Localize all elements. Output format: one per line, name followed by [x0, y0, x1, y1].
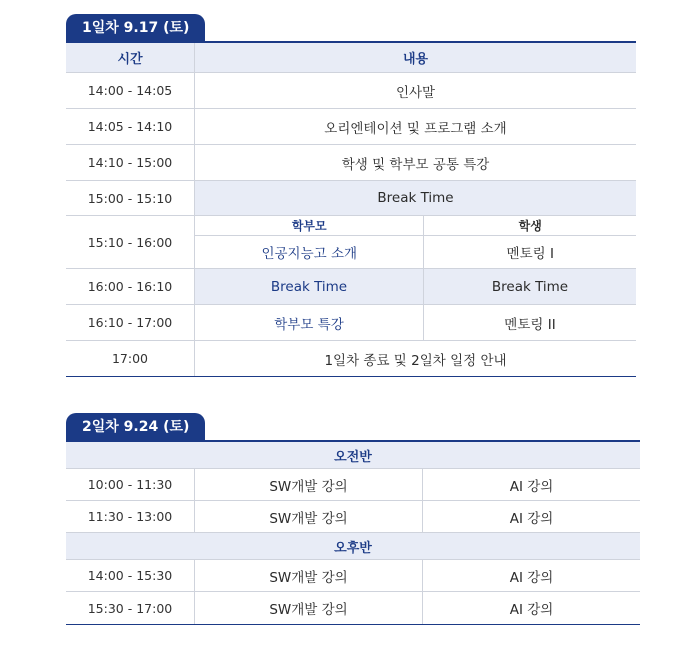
table-row: [66, 216, 636, 269]
time-cell: 15:10 - 16:00: [87, 234, 173, 250]
sw-lecture-cell: SW개발 강의: [194, 469, 422, 500]
split-content-row: [195, 236, 636, 268]
day2-schedule-table: [66, 440, 640, 625]
student-break-cell: Break Time: [423, 269, 636, 304]
split-subheader-row: [195, 216, 636, 236]
table-row: [66, 181, 636, 216]
table-row: [66, 469, 640, 501]
table-row: [66, 501, 640, 533]
ai-lecture-cell: AI 강의: [422, 469, 640, 500]
time-cell: 14:00 - 15:30: [87, 568, 173, 583]
morning-header: 오전반: [66, 442, 640, 468]
time-cell: 10:00 - 11:30: [87, 477, 173, 492]
parent-subheader: 학부모: [291, 219, 327, 233]
time-cell: 15:00 - 15:10: [87, 190, 173, 206]
time-cell: 11:30 - 13:00: [87, 509, 173, 524]
student-subheader: 학생: [423, 216, 636, 235]
day1-tab: [66, 14, 205, 42]
time-cell: 16:10 - 17:00: [87, 315, 173, 330]
day2-tab: [66, 413, 205, 441]
morning-header-row: [66, 442, 640, 469]
table-row: [66, 269, 636, 305]
content-cell: 1일차 종료 및 2일차 일정 안내: [194, 341, 636, 376]
content-column-header: 내용: [194, 43, 636, 72]
content-cell: 오리엔테이션 및 프로그램 소개: [194, 109, 636, 144]
table-row: [66, 109, 636, 145]
content-cell: 학생 및 학부모 공통 특강: [194, 145, 636, 180]
break-time-cell: Break Time: [194, 181, 636, 215]
table-row: [66, 592, 640, 624]
ai-lecture-cell: AI 강의: [422, 501, 640, 532]
sw-lecture-cell: SW개발 강의: [194, 592, 422, 624]
sw-lecture-cell: SW개발 강의: [194, 560, 422, 591]
sw-lecture-cell: SW개발 강의: [194, 501, 422, 532]
time-cell: 15:30 - 17:00: [87, 600, 173, 616]
table-row: [66, 341, 636, 376]
table-row: [66, 73, 636, 109]
split-content: [194, 216, 636, 268]
time-cell: 17:00: [111, 351, 149, 366]
content-cell: 인사말: [194, 73, 636, 108]
table-row: [66, 560, 640, 592]
time-cell: 14:10 - 15:00: [87, 155, 173, 170]
day2-tab-label: 2일차 9.24 (토): [82, 419, 190, 435]
ai-lecture-cell: AI 강의: [422, 592, 640, 624]
student-cell: 멘토링 II: [423, 305, 636, 340]
table-row: [66, 145, 636, 181]
parent-cell: 학부모 특강: [194, 305, 423, 340]
time-cell: 14:05 - 14:10: [87, 119, 173, 134]
parent-cell: 인공지능고 소개: [261, 246, 358, 262]
time-cell: 16:00 - 16:10: [87, 279, 173, 294]
student-cell: 멘토링 I: [423, 236, 636, 268]
time-cell: 14:00 - 14:05: [87, 83, 173, 98]
table-row: [66, 305, 636, 341]
parent-break-cell: Break Time: [194, 269, 423, 304]
day1-tab-label: 1일차 9.17 (토): [82, 20, 190, 36]
afternoon-header: 오후반: [66, 533, 640, 559]
afternoon-header-row: [66, 533, 640, 560]
ai-lecture-cell: AI 강의: [422, 560, 640, 591]
day1-schedule-table: [66, 41, 636, 377]
table-header-row: [66, 43, 636, 73]
time-column-header: 시간: [66, 43, 194, 72]
